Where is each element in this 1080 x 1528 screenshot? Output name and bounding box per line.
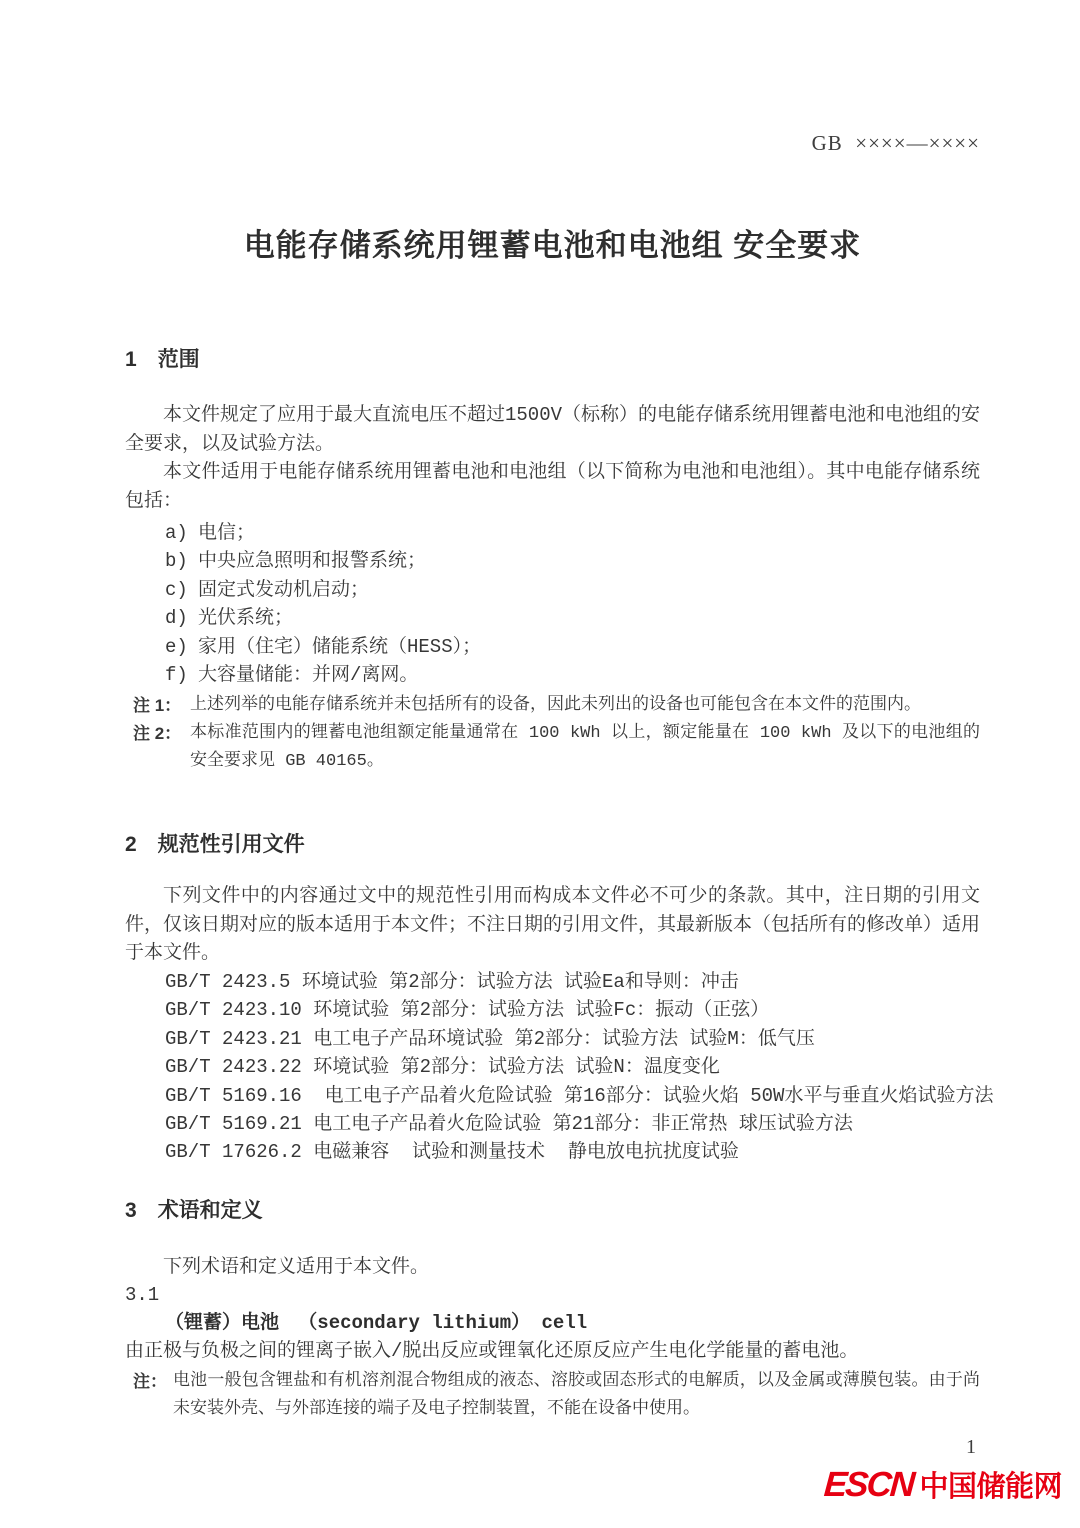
list-item-label: f): [165, 664, 188, 687]
list-item-text: 家用（住宅）储能系统（HESS）；: [198, 635, 482, 658]
section-3-number: 3: [125, 1198, 137, 1222]
note-1: [125, 692, 980, 720]
note-2-label: 注 2：: [133, 724, 182, 744]
reference-item: GB/T 5169.21 电工电子产品着火危险试验 第21部分：非正常热 球压试验方法: [165, 1112, 853, 1135]
term-note-label: 注：: [133, 1371, 167, 1391]
term-note: [125, 1368, 980, 1424]
scope-paragraph-1: 本文件规定了应用于最大直流电压不超过1500V（标称）的电能存储系统用锂蓄电池和电池组的安全要求，以及试验方法。: [125, 404, 981, 455]
scope-list-item: [125, 604, 980, 632]
standard-code: GB ××××—××××: [811, 131, 980, 155]
section-2-title: 规范性引用文件: [157, 833, 305, 857]
term-name-en: （secondary lithium） cell: [298, 1312, 588, 1335]
list-item-label: a): [165, 522, 188, 544]
reference-item: GB/T 2423.10 环境试验 第2部分：试验方法 试验Fc：振动（正弦）: [165, 999, 770, 1022]
escn-logo: [824, 1467, 1062, 1502]
document-title: 电能存储系统用锂蓄电池和电池组 安全要求: [243, 228, 862, 263]
term-note-text: 电池一般包含锂盐和有机溶剂混合物组成的液态、溶胶或固态形式的电解质，以及金属或薄膜包装。由于尚未安装外壳、与外部连接的端子及电子控制装置，不能在设备中使用。: [173, 1371, 980, 1419]
section-1-heading: [125, 346, 980, 374]
note-1-text: 上述列举的电能存储系统并未包括所有的设备，因此未列出的设备也可能包含在本文件的范围内。: [190, 696, 921, 716]
scope-list-item: [125, 633, 980, 661]
list-item-label: e): [165, 635, 188, 658]
scope-list-item: [125, 547, 980, 575]
scope-list-item: [125, 519, 980, 547]
reference-item: GB/T 2423.21 电工电子产品环境试验 第2部分：试验方法 试验M：低气压: [165, 1027, 815, 1050]
escn-logo-cn: 中国储能网: [919, 1471, 1062, 1503]
list-item-label: d): [165, 607, 188, 630]
scope-paragraph-2: 本文件适用于电能存储系统用锂蓄电池和电池组（以下简称为电池和电池组）。其中电能存储系统包括：: [125, 461, 980, 512]
term-entry: [125, 1309, 980, 1337]
note-2: [125, 720, 980, 776]
reference-item: GB/T 2423.22 环境试验 第2部分：试验方法 试验N：温度变化: [165, 1056, 720, 1079]
note-2-text: 本标准范围内的锂蓄电池组额定能量通常在 100 kWh 以上，额定能量在 100 kWh 及以下的电池组的安全要求见 GB 40165。: [190, 724, 980, 772]
scope-list-item: [125, 661, 980, 689]
section-2-number: 2: [125, 833, 137, 857]
escn-logo-en: ESCN: [822, 1465, 915, 1504]
list-item-text: 电信；: [198, 522, 256, 544]
references-paragraph: 下列文件中的内容通过文中的规范性引用而构成本文件必不可少的条款。其中，注日期的引用文件，仅该日期对应的版本适用于本文件；不注日期的引用文件，其最新版本（包括所有的修改单）适用于本文件。: [125, 885, 981, 965]
scope-list-item: [125, 576, 980, 604]
list-item-label: b): [165, 550, 188, 573]
term-number: 3.1: [125, 1284, 160, 1307]
list-item-text: 固定式发动机启动；: [198, 578, 370, 601]
section-2-heading: [125, 831, 980, 859]
reference-item: GB/T 2423.5 环境试验 第2部分：试验方法 试验Ea和导则：冲击: [165, 970, 739, 993]
section-1-title: 范围: [157, 348, 200, 371]
section-3-heading: [125, 1197, 980, 1225]
section-1-number: 1: [125, 348, 137, 371]
reference-item: GB/T 5169.16 电工电子产品着火危险试验 第16部分：试验火焰 50W水平与垂直火焰试验方法: [165, 1084, 994, 1107]
document-content: [125, 0, 994, 1459]
reference-list: [125, 968, 994, 1167]
scope-list: [125, 519, 980, 689]
list-item-text: 大容量储能：并网/离网。: [198, 664, 419, 687]
note-1-label: 注 1：: [133, 696, 182, 716]
list-item-label: c): [165, 578, 188, 601]
terms-intro: 下列术语和定义适用于本文件。: [163, 1255, 430, 1278]
term-name-cn: （锂蓄）电池: [165, 1312, 280, 1334]
term-definition: 由正极与负极之间的锂离子嵌入/脱出反应或锂氧化还原反应产生电化学能量的蓄电池。: [125, 1340, 859, 1363]
list-item-text: 光伏系统；: [198, 607, 294, 630]
list-item-text: 中央应急照明和报警系统；: [198, 550, 427, 573]
reference-item: GB/T 17626.2 电磁兼容 试验和测量技术 静电放电抗扰度试验: [165, 1141, 739, 1164]
section-3-title: 术语和定义: [157, 1198, 263, 1222]
page-number: 1: [966, 1435, 976, 1458]
